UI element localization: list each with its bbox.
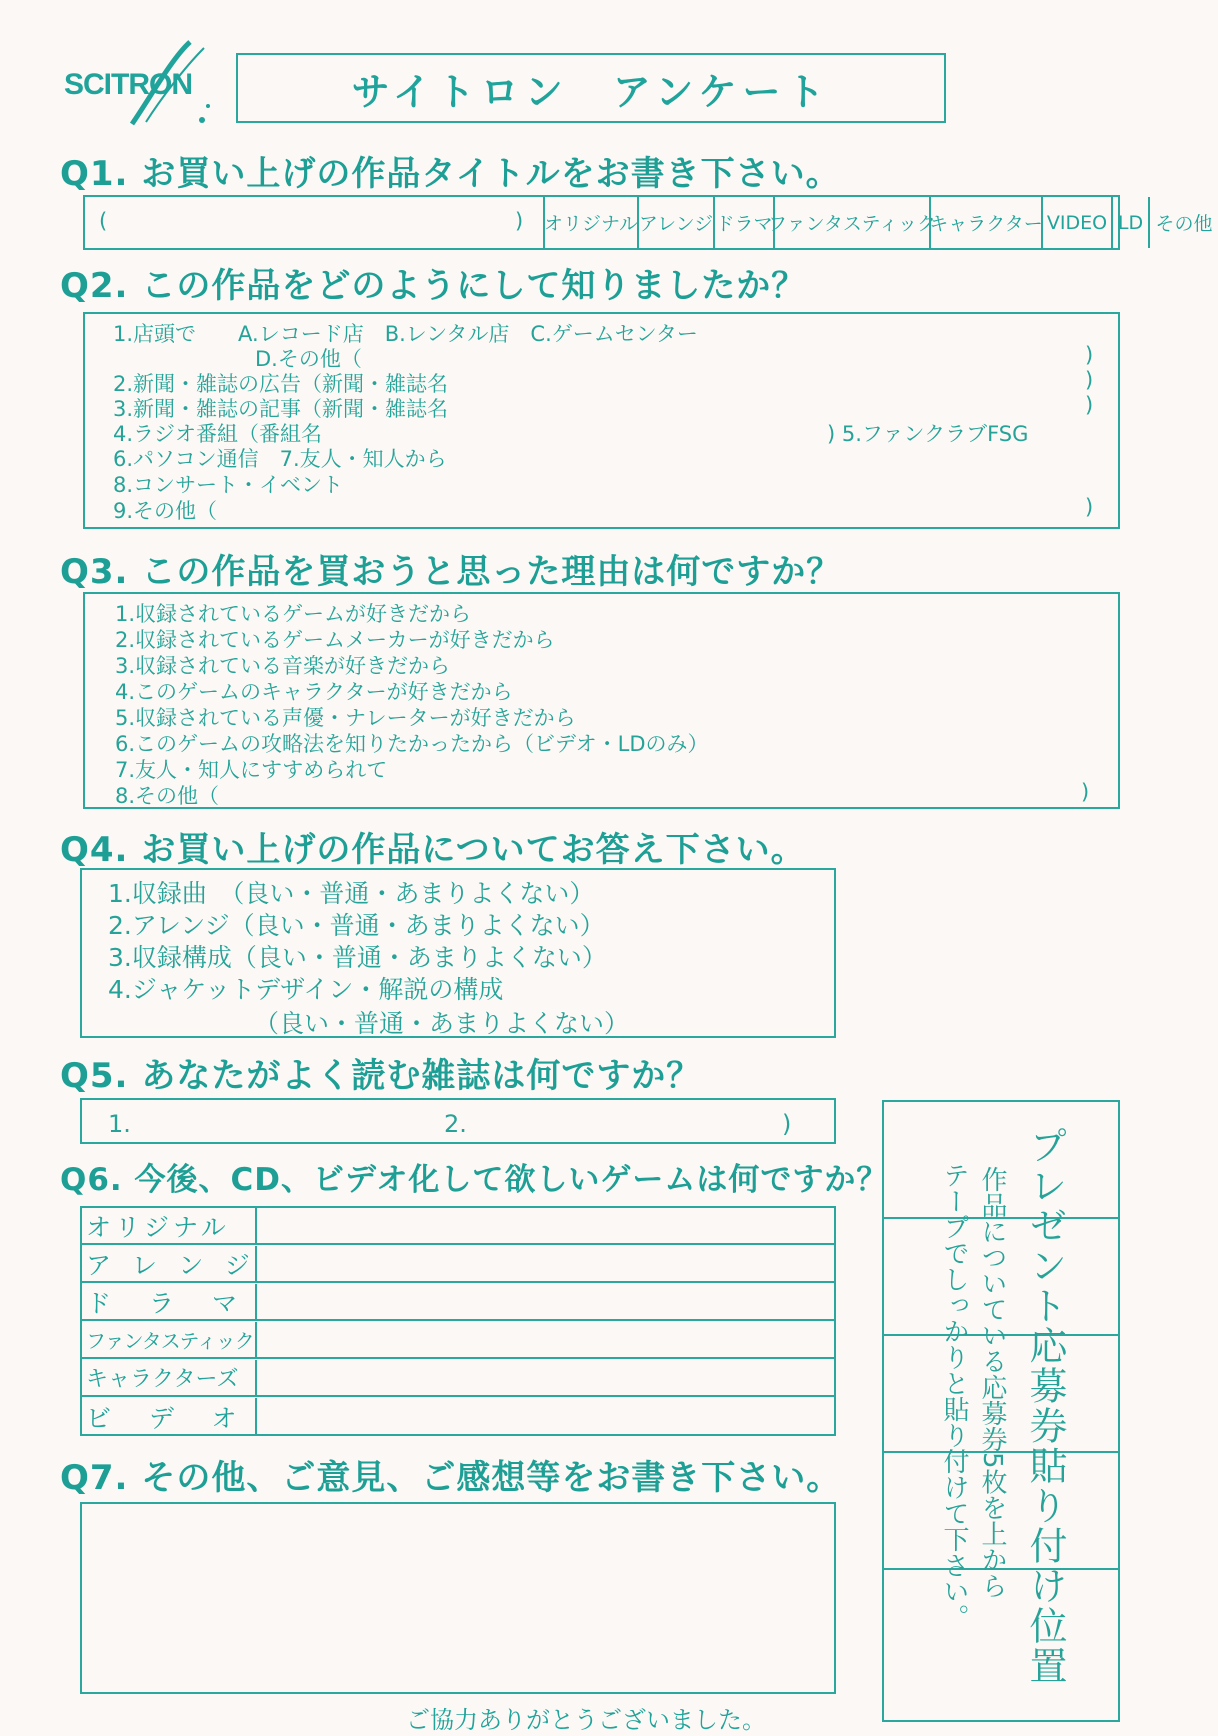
present-title: プレゼント応募券貼り付け位置 [1023, 1126, 1067, 1686]
q3-option-8[interactable]: 8.その他（ [115, 784, 220, 808]
q1-option-ld[interactable]: LD [1111, 197, 1148, 248]
q4-item-jacket: 4.ジャケットデザイン・解説の構成 [108, 975, 504, 1004]
q4-item-songs[interactable]: 1.収録曲 （良い・普通・あまりよくない） [108, 879, 595, 908]
q6-row-characters[interactable] [82, 1360, 834, 1397]
q1-heading: Q1. お買い上げの作品タイトルをお書き下さい。 [60, 154, 841, 194]
q4-item-arrange[interactable]: 2.アレンジ（良い・普通・あまりよくない） [108, 911, 605, 940]
q1-open-paren: ( [99, 209, 108, 233]
q6-row-arrange[interactable] [82, 1246, 834, 1283]
q1-option-original[interactable]: オリジナル [543, 197, 637, 248]
q2-other-close: ) [1085, 495, 1094, 519]
q6-row-video[interactable] [82, 1398, 834, 1435]
q2-article-close: ) [1085, 393, 1094, 417]
q1-title-field[interactable] [115, 199, 515, 247]
q2-option-concert[interactable]: 8.コンサート・イベント [113, 473, 344, 497]
q6-heading: Q6. 今後、CD、ビデオ化して欲しいゲームは何ですか？ [60, 1162, 889, 1198]
q3-option-4[interactable]: 4.このゲームのキャラクターが好きだから [115, 680, 513, 704]
q5-answer-box [80, 1098, 836, 1144]
q6-label-drama: ドラマ [82, 1284, 257, 1319]
q5-close-paren: ) [782, 1110, 792, 1138]
scitron-logo [62, 38, 212, 128]
q1-option-fantastic[interactable]: ファンタスティック [773, 197, 929, 248]
logo-text: SCITRON [64, 68, 192, 101]
q6-label-original: オリジナル [82, 1208, 257, 1243]
q7-heading: Q7. その他、ご意見、ご感想等をお書き下さい。 [60, 1458, 842, 1498]
q3-option-2[interactable]: 2.収録されているゲームメーカーが好きだから [115, 628, 555, 652]
q2-heading: Q2. この作品をどのようにして知りましたか？ [60, 266, 807, 306]
q2-ad-close: ) [1085, 368, 1094, 392]
q2-option-store[interactable]: 1.店頭で A.レコード店 B.レンタル店 C.ゲームセンター [113, 322, 698, 346]
q1-option-drama[interactable]: ドラマ [713, 197, 773, 248]
q1-option-video[interactable]: VIDEO [1041, 197, 1111, 248]
q6-row-fantastic[interactable] [82, 1322, 834, 1359]
q5-heading: Q5. あなたがよく読む雑誌は何ですか？ [60, 1056, 702, 1096]
q3-other-close: ) [1081, 780, 1090, 804]
q1-answer-box [83, 195, 1213, 250]
q1-option-other[interactable]: その他 [1148, 197, 1218, 248]
q6-row-drama[interactable] [82, 1284, 834, 1321]
q3-option-5[interactable]: 5.収録されている声優・ナレーターが好きだから [115, 706, 576, 730]
q5-field-2[interactable] [478, 1102, 778, 1142]
footer-thanks: ご協力ありがとうございました。 [406, 1706, 766, 1734]
q3-option-1[interactable]: 1.収録されているゲームが好きだから [115, 602, 472, 626]
page-title: サイトロン アンケート [351, 69, 831, 114]
present-instruction-1: 作品についている応募券5枚を上から [977, 1166, 1007, 1599]
q6-label-fantastic: ファンタスティック [82, 1322, 257, 1357]
q4-item-structure[interactable]: 3.収録構成（良い・普通・あまりよくない） [108, 943, 607, 972]
q2-option-ad[interactable]: 2.新聞・雑誌の広告（新聞・雑誌名 [113, 372, 449, 396]
present-coupon-box [882, 1100, 1120, 1722]
q3-option-6[interactable]: 6.このゲームの攻略法を知りたかったから（ビデオ・LDのみ） [115, 732, 709, 756]
title-box [236, 53, 946, 123]
q5-field-1[interactable] [142, 1102, 442, 1142]
present-instruction-2: テープでしっかりと貼り付けて下さい。 [939, 1162, 969, 1630]
q6-label-characters: キャラクターズ [82, 1360, 257, 1395]
q7-comment-box[interactable] [80, 1502, 836, 1694]
q1-close-paren: ) [515, 209, 524, 233]
q2-option-store-other[interactable]: D.その他（ [255, 347, 362, 371]
q6-request-table [80, 1206, 836, 1436]
q2-option-other[interactable]: 9.その他（ [113, 499, 218, 523]
q2-option-radio[interactable]: 4.ラジオ番組（番組名 [113, 422, 323, 446]
q3-options-box [83, 592, 1120, 809]
q2-option-fanclub[interactable]: ) 5.ファンクラブFSG [827, 422, 1029, 446]
q6-label-video: ビデオ [82, 1398, 257, 1435]
q6-label-arrange: アレンジ [82, 1246, 257, 1281]
q4-heading: Q4. お買い上げの作品についてお答え下さい。 [60, 830, 806, 870]
q2-option-pc-friend[interactable]: 6.パソコン通信 7.友人・知人から [113, 447, 447, 471]
q4-item-jacket-rating[interactable]: （良い・普通・あまりよくない） [254, 1009, 630, 1038]
q3-heading: Q3. この作品を買おうと思った理由は何ですか？ [60, 552, 842, 592]
q5-item-2: 2. [444, 1110, 467, 1138]
q1-option-arrange[interactable]: アレンジ [637, 197, 713, 248]
q2-options-box [83, 312, 1120, 529]
q1-option-character[interactable]: キャラクター [929, 197, 1041, 248]
q2-store-other-close: ) [1085, 343, 1094, 367]
q3-option-7[interactable]: 7.友人・知人にすすめられて [115, 758, 388, 782]
q6-row-original[interactable] [82, 1208, 834, 1245]
q4-options-box [80, 868, 836, 1038]
q2-option-article[interactable]: 3.新聞・雑誌の記事（新聞・雑誌名 [113, 397, 449, 421]
q5-item-1: 1. [108, 1110, 131, 1138]
q3-option-3[interactable]: 3.収録されている音楽が好きだから [115, 654, 451, 678]
